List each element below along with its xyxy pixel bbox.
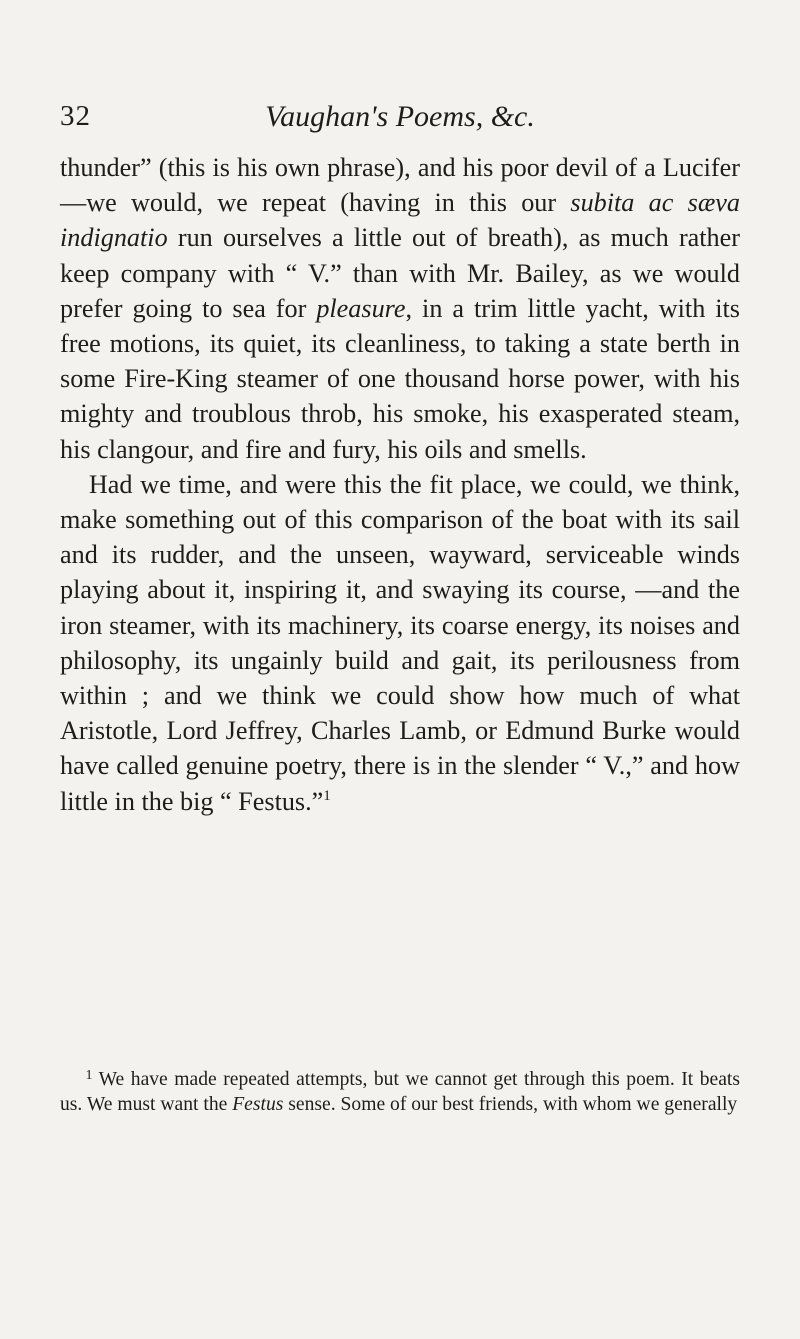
footnote <box>60 1067 740 1117</box>
emphasized-word: pleasure <box>316 293 406 323</box>
running-title: Vaughan's Poems, &c. <box>265 100 535 133</box>
page-number: 32 <box>60 100 91 132</box>
footnote-text-b: sense. Some of our best friends, with whom we generally <box>283 1094 738 1115</box>
paragraph-1 <box>60 150 740 467</box>
latin-phrase: subita ac sæva indignatio <box>60 188 740 253</box>
footnote-text-a: We have made repeated attempts, but we cannot get through this poem. It beats us. We must want the <box>60 1069 740 1115</box>
paragraph-1-text-a: thunder” (this is his own phrase), and his poor devil of a Lucifer—we would, we repeat (having in this our <box>60 153 740 218</box>
footnote-reference: 1 <box>323 787 331 804</box>
paragraph-1-text-c: , in a trim little yacht, with its free motions, its quiet, its cleanliness, to taking a state berth in some Fire-King steamer of one thousand horse power, with his mighty and troublous throb, his smoke, his exasperated steam, his clangour, and fire and fury, his oils and smells. <box>60 293 740 464</box>
footnote-italic-title: Festus <box>232 1094 284 1115</box>
paragraph-2-text: Had we time, and were this the fit place, we could, we think, make something out of this comparison of the boat with its sail and its rudder, and the unseen, wayward, serviceable winds playing about it, inspiring it, and swaying its course, —and the iron steamer, with its machinery, its coarse energy, its noises and philosophy, its ungainly build and gait, its perilousness from within ; and we think we could show how much of what Aristotle, Lord Jeffrey, Charles Lamb, or Edmund Burke would have called genuine poetry, there is in the slender “ V.,” and how little in the big “ Festus.” <box>60 469 740 816</box>
body-text <box>60 150 740 819</box>
paragraph-1-text-b: run ourselves a little out of breath), as much rather keep company with “ V.” than with Mr. Bailey, as we would prefer going to sea for <box>60 223 740 323</box>
page-header <box>60 100 740 144</box>
paragraph-2 <box>60 467 740 819</box>
footnote-number: 1 <box>85 1068 93 1083</box>
